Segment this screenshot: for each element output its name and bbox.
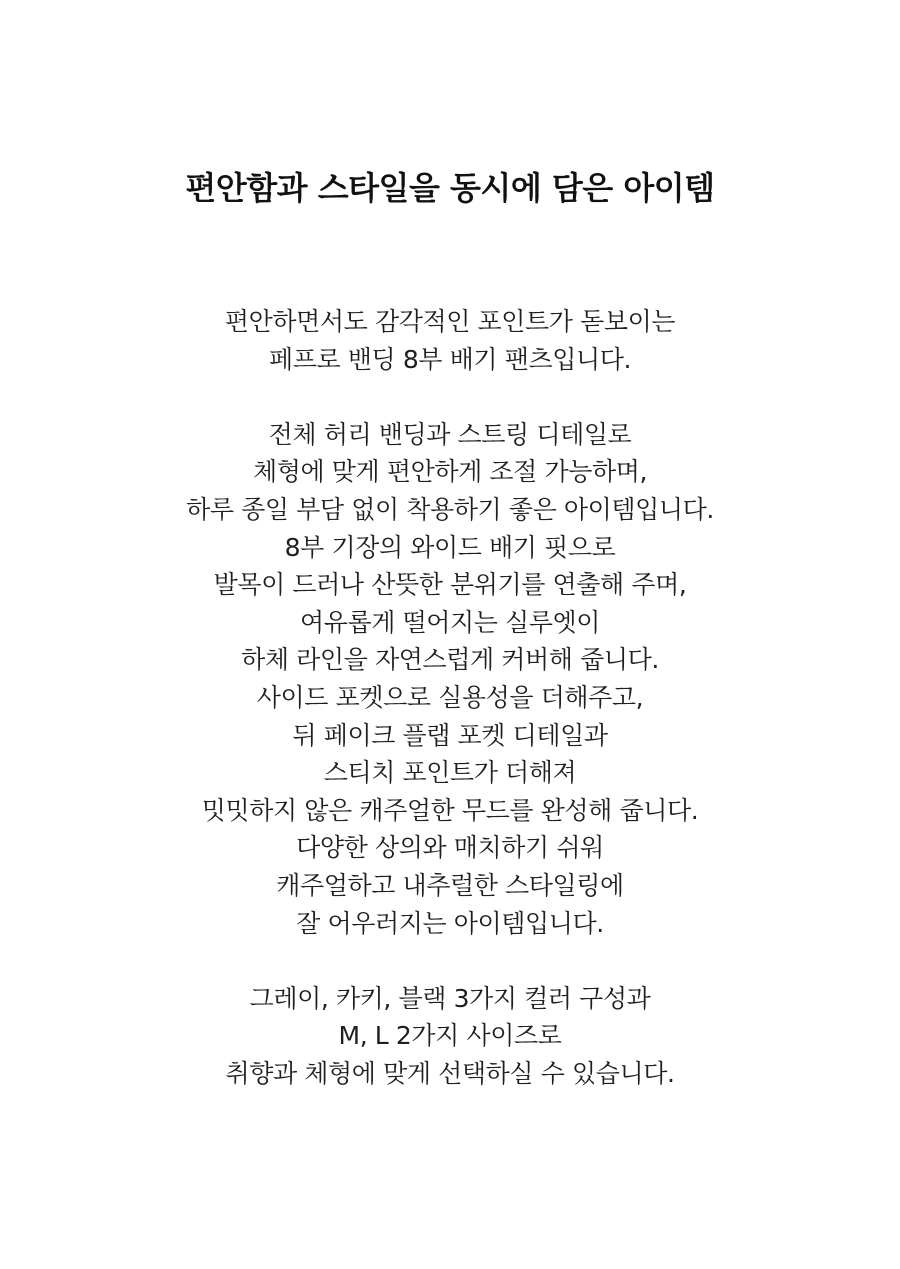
intro-paragraph <box>0 303 900 378</box>
text-line: 발목이 드러나 산뜻한 분위기를 연출해 주며, <box>213 570 687 600</box>
text-line: 하체 라인을 자연스럽게 커버해 줍니다. <box>241 645 659 675</box>
text-line: 페프로 밴딩 8부 배기 팬츠입니다. <box>269 344 631 374</box>
text-line: 다양한 상의와 매치하기 쉬워 <box>296 833 604 863</box>
text-line: 사이드 포켓으로 실용성을 더해주고, <box>256 682 644 712</box>
options-paragraph <box>0 980 900 1093</box>
text-line: 전체 허리 밴딩과 스트링 디테일로 <box>268 419 632 449</box>
text-line: 8부 기장의 와이드 배기 핏으로 <box>284 532 616 562</box>
text-line: 밋밋하지 않은 캐주얼한 무드를 완성해 줍니다. <box>201 795 699 825</box>
page-title: 편안함과 스타일을 동시에 담은 아이템 <box>185 169 715 207</box>
text-line: 잘 어우러지는 아이템입니다. <box>296 908 604 938</box>
text-line: 취향과 체형에 맞게 선택하실 수 있습니다. <box>225 1058 675 1088</box>
text-line: 뒤 페이크 플랩 포켓 디테일과 <box>292 720 608 750</box>
text-line: 하루 종일 부담 없이 착용하기 좋은 아이템입니다. <box>186 494 714 524</box>
detail-paragraph <box>0 416 900 942</box>
text-line: 캐주얼하고 내추럴한 스타일링에 <box>276 870 624 900</box>
text-line: M, L 2가지 사이즈로 <box>338 1021 562 1051</box>
description-body <box>0 303 900 1130</box>
text-line: 그레이, 카키, 블랙 3가지 컬러 구성과 <box>249 983 651 1013</box>
text-line: 스티치 포인트가 더해져 <box>323 758 577 788</box>
text-line: 편안하면서도 감각적인 포인트가 돋보이는 <box>224 307 676 336</box>
text-line: 여유롭게 떨어지는 실루엣이 <box>299 607 601 637</box>
text-line: 체형에 맞게 편안하게 조절 가능하며, <box>253 457 647 487</box>
